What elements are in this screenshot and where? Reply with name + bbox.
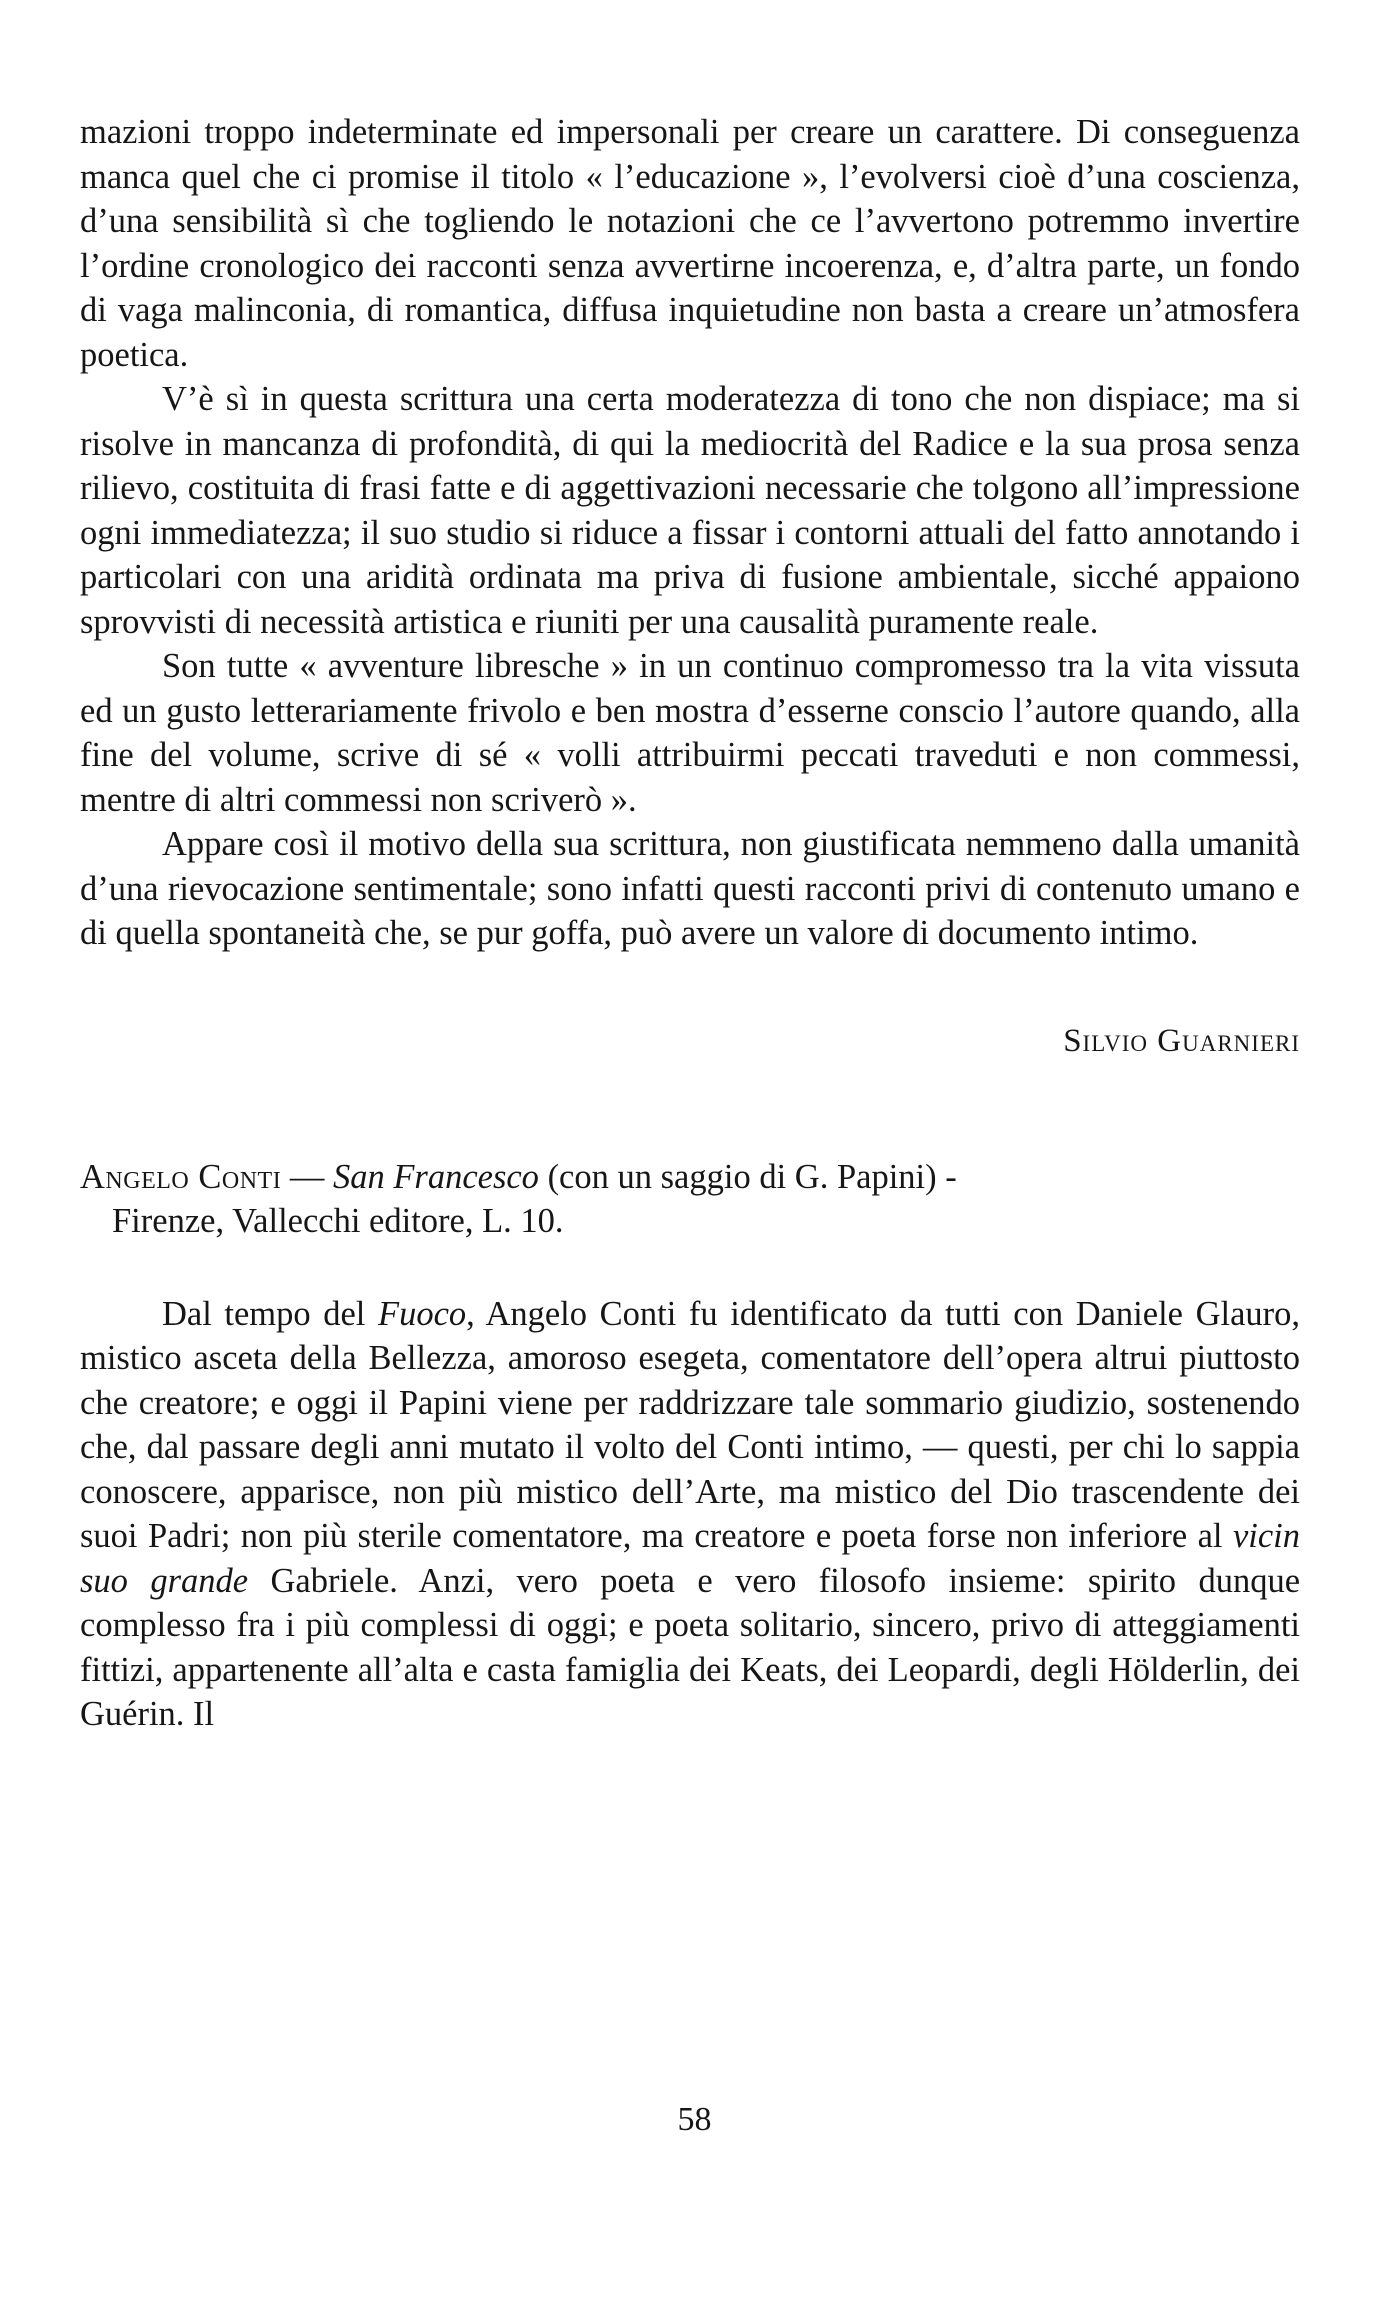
review-2-text-3: Gabriele. Anzi, vero poeta e vero filosofo insieme: spirito dunque complesso fra i più complessi di oggi; e poeta solitario, sincero, privo di atteggiamenti fittizi, appartenente all’alta e casta famiglia dei Keats, dei Leopardi, degli Hölderlin, dei Guérin. Il <box>80 1561 1301 1733</box>
review-2-italic-fuoco: Fuoco <box>378 1294 467 1333</box>
review-2-paragraph <box>80 1292 1300 1737</box>
page-body <box>80 110 1300 1737</box>
reviewer-signature: Silvio Guarnieri <box>1063 1022 1300 1059</box>
review-paragraph-3: Son tutte « avventure libresche » in un continuo compromesso tra la vita vissuta ed un gusto letterariamente frivolo e ben mostra d’esserne conscio l’autore quando, alla fine del volume, scrive di sé « volli attribuirmi peccati traveduti e non commessi, mentre di altri commessi non scriverò ». <box>80 647 1300 819</box>
review-paragraph-4: Appare così il motivo della sua scrittura, non giustificata nemmeno dalla umanità d’una rievocazione sentimentale; sono infatti questi racconti privi di contenuto umano e di quella spontaneità che, se pur goffa, può avere un valore di documento intimo. <box>80 825 1300 952</box>
book-entry <box>80 1155 1300 1244</box>
review-2-text-2: , Angelo Conti fu identificato da tutti con Daniele Glauro, mistico asceta della Bellezza, amoroso esegeta, comentatore dell’opera altrui piuttosto che creatore; e oggi il Papini viene per raddrizzare tale sommario giudizio, sostenendo che, dal passare degli anni mutato il volto del Conti intimo, — questi, per chi lo sappia conoscere, apparisce, non più mistico dell’Arte, ma mistico del Dio trascendente dei suoi Padri; non più sterile comentatore, ma creatore e poeta forse non inferiore al <box>80 1294 1300 1555</box>
review-paragraph-2: V’è sì in questa scrittura una certa moderatezza di tono che non dispiace; ma si risolve in mancanza di profondità, di qui la mediocrità del Radice e la sua prosa senza rilievo, costituita di frasi fatte e di aggettivazioni necessarie che tolgono all’impressione ogni immediatezza; il suo studio si riduce a fissar i contorni attuali del fatto annotando i particolari con una aridità ordinata ma priva di fusione ambientale, sicché appaiono sprovvisti di necessità artistica e riuniti per una causalità puramente reale. <box>80 380 1300 641</box>
review-paragraph-1: mazioni troppo indeterminate ed impersonali per creare un carattere. Di conseguenza manca quel che ci promise il titolo « l’educazione », l’evolversi cioè d’una coscienza, d’una sensibilità sì che togliendo le notazioni che ce l’avvertono potremmo invertire l’ordine cronologico dei racconti senza avvertirne incoerenza, e, d’altra parte, un fondo di vaga malinconia, di romantica, diffusa inquietudine non basta a creare un’atmosfera poetica. <box>80 113 1300 374</box>
book-publisher: Firenze, Vallecchi editore, L. 10. <box>112 1202 564 1240</box>
book-subtitle: (con un saggio di G. Papini) - <box>538 1157 957 1196</box>
review-2-italic-vicin-suo-grande: vicin suo grande <box>80 1517 1300 1600</box>
book-author: Angelo Conti <box>80 1157 282 1196</box>
review-2-text-1: Dal tempo del <box>162 1294 378 1333</box>
entry-dash: — <box>281 1157 333 1196</box>
page-number: 58 <box>677 2101 712 2138</box>
book-title: San Francesco <box>332 1157 539 1196</box>
